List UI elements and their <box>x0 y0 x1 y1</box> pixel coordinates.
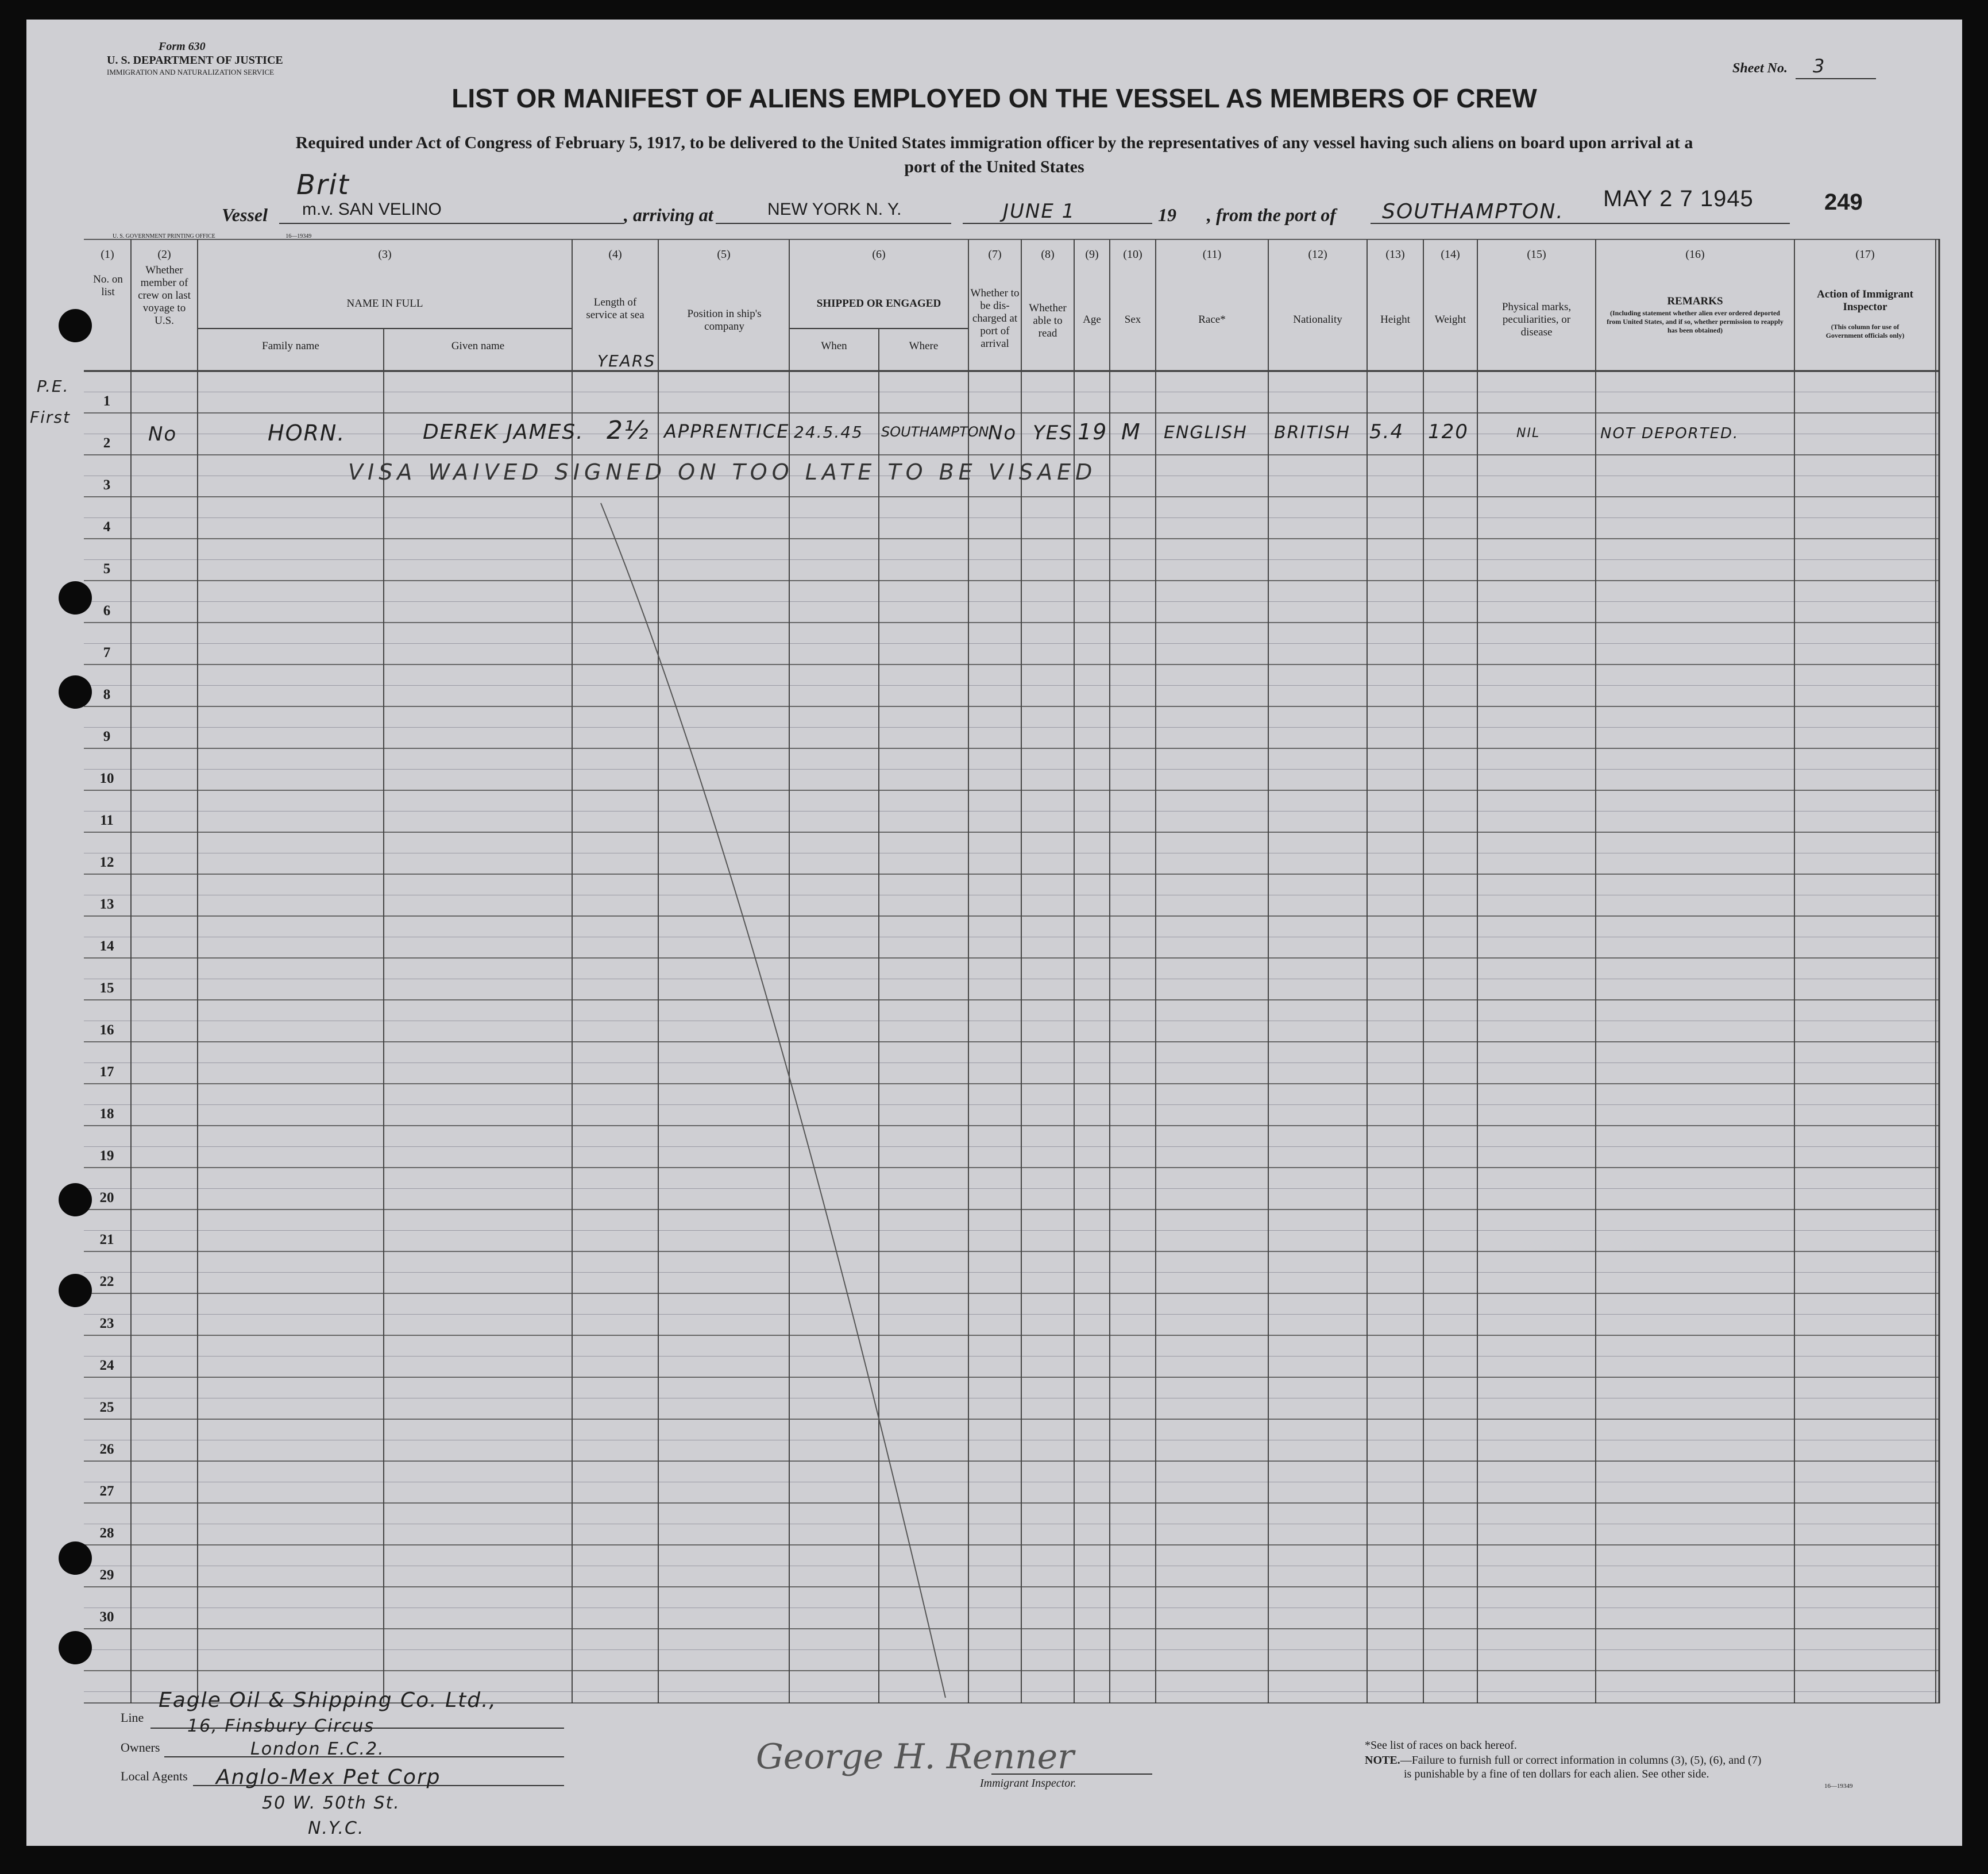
col-num-5: (5) <box>717 248 731 261</box>
binder-hole <box>59 675 92 709</box>
note-text-2: is punishable by a fine of ten dollars for each alien. See other side. <box>1404 1768 1709 1780</box>
row-number: 24 <box>99 1358 114 1373</box>
row-number: 17 <box>99 1064 114 1080</box>
col-num-7: (7) <box>988 248 1002 261</box>
row-number: 21 <box>99 1232 114 1247</box>
from-port-label: , from the port of <box>1207 204 1336 225</box>
entry-service-unit: YEARS <box>597 351 656 370</box>
entry-read: YES <box>1033 422 1073 445</box>
col-header-family-name: Family name <box>262 340 319 352</box>
col-header-action: Action of Immigrant Inspector <box>1817 288 1913 313</box>
year-prefix: 19 <box>1158 204 1176 225</box>
row-number: 16 <box>99 1022 114 1038</box>
entry-age: 19 <box>1078 419 1108 445</box>
row-number: 10 <box>99 771 114 786</box>
col-header-given-name: Given name <box>451 340 505 352</box>
binder-hole <box>59 1541 92 1575</box>
inspector-signature: George H. Renner <box>756 1737 1074 1777</box>
col-header-nationality: Nationality <box>1293 314 1342 326</box>
col-num-13: (13) <box>1385 248 1405 261</box>
row-number: 2 <box>103 435 111 451</box>
entry-given-name: DEREK JAMES. <box>423 420 584 444</box>
col-num-3: (3) <box>378 248 392 261</box>
col-num-10: (10) <box>1123 248 1142 261</box>
col-num-6: (6) <box>872 248 886 261</box>
col-header-able-to-read: Whether able to read <box>1029 302 1067 339</box>
col-num-12: (12) <box>1308 248 1327 261</box>
sheet-label: Sheet No. <box>1732 61 1788 76</box>
col-num-17: (17) <box>1855 248 1875 261</box>
col-header-remarks-note: (Including statement whether alien ever ordered deported from United States, and if so, whether permission to reapply has been obtained) <box>1607 309 1784 334</box>
manifest-table <box>84 239 1962 1703</box>
col-header-physical-marks: Physical marks, peculiarities, or disease <box>1501 301 1572 338</box>
row-number: 20 <box>99 1190 114 1205</box>
row-number: 23 <box>99 1316 114 1331</box>
row-number: 15 <box>99 980 114 996</box>
col-header-name-in-full: NAME IN FULL <box>346 297 423 310</box>
row-number: 27 <box>99 1483 114 1499</box>
col-header-last-voyage: Whether member of crew on last voyage to U.S. <box>138 264 191 327</box>
row-number: 19 <box>99 1148 114 1164</box>
col-header-length-of-service: Length of service at sea <box>586 296 644 321</box>
col-header-race: Race* <box>1198 314 1226 326</box>
entry-shipped-when: 24.5.45 <box>794 423 863 442</box>
printer-code: 16—19349 <box>285 233 312 239</box>
footer-owners-label: Owners <box>121 1740 160 1755</box>
entry-sex: M <box>1121 419 1141 445</box>
footer-agents-label: Local Agents <box>121 1769 188 1783</box>
col-header-where: Where <box>909 340 939 352</box>
col-header-remarks: REMARKS <box>1667 295 1723 307</box>
row-number: 18 <box>99 1106 114 1122</box>
entry-position: APPRENTICE <box>664 420 790 442</box>
inspector-signature-line <box>991 1773 1152 1775</box>
table-grid <box>84 239 1962 1703</box>
visa-waived-annotation: VISA WAIVED SIGNED ON TOO LATE TO BE VISAED <box>348 459 1097 485</box>
row-number: 4 <box>103 519 111 535</box>
vessel-name: m.v. SAN VELINO <box>302 200 442 219</box>
row-number: 14 <box>99 938 114 954</box>
binder-hole <box>59 1631 92 1664</box>
footer-agents-city: N.Y.C. <box>308 1818 365 1838</box>
row-number: 30 <box>99 1609 114 1625</box>
note-races: *See list of races on back hereof. <box>1365 1739 1517 1752</box>
note-text-1: —Failure to furnish full or correct information in columns (3), (5), (6), and (7) <box>1400 1754 1762 1767</box>
col-num-9: (9) <box>1085 248 1099 261</box>
col-header-position: Position in ship's company <box>687 308 762 333</box>
row-number: 5 <box>103 561 111 577</box>
col-num-16: (16) <box>1685 248 1705 261</box>
row-number: 8 <box>103 687 111 702</box>
row-number: 12 <box>99 855 114 870</box>
row-number: 29 <box>99 1567 114 1583</box>
binder-hole <box>59 309 92 342</box>
col-header-sex: Sex <box>1124 314 1141 326</box>
col-header-when: When <box>821 340 847 352</box>
margin-note-pe: P.E. <box>37 377 70 396</box>
inspector-label: Immigrant Inspector. <box>980 1777 1076 1790</box>
margin-note-first: First <box>30 408 71 427</box>
col-header-height: Height <box>1380 314 1410 326</box>
entry-physical-marks: NIL <box>1516 426 1541 441</box>
arrival-date: JUNE 1 <box>1003 200 1076 223</box>
received-stamp-date: MAY 2 7 1945 <box>1603 186 1754 211</box>
arriving-port: NEW YORK N. Y. <box>767 200 902 219</box>
entry-race: ENGLISH <box>1164 423 1248 443</box>
binder-hole <box>59 581 92 615</box>
note-label: NOTE. <box>1365 1754 1400 1767</box>
from-port: SOUTHAMPTON. <box>1382 200 1564 223</box>
entry-height: 5.4 <box>1369 420 1404 443</box>
bottom-code: 16—19349 <box>1824 1783 1853 1790</box>
sheet-number-field <box>1796 55 1876 79</box>
row-number: 9 <box>103 729 111 744</box>
col-header-shipped: SHIPPED OR ENGAGED <box>816 297 941 310</box>
vessel-label: Vessel <box>222 204 268 225</box>
binder-hole <box>59 1183 92 1216</box>
row-number: 1 <box>103 393 111 409</box>
footer-line-label: Line <box>121 1710 144 1725</box>
entry-family-name: HORN. <box>268 420 346 446</box>
col-num-14: (14) <box>1441 248 1460 261</box>
col-header-no: No. on list <box>93 273 123 298</box>
footer-agents-address: 50 W. 50th St. <box>262 1793 400 1813</box>
col-num-11: (11) <box>1202 248 1222 261</box>
col-header-age: Age <box>1083 314 1101 326</box>
row-number: 25 <box>99 1400 114 1415</box>
form-subtitle-1: Required under Act of Congress of February 5, 1917, to be delivered to the United States immigration officer by the representatives of any vessel having such aliens on board upon arrival at a <box>295 133 1693 152</box>
footer-line-address-2: London E.C.2. <box>250 1739 385 1759</box>
row-number: 11 <box>100 813 114 828</box>
row-number: 22 <box>99 1274 114 1289</box>
col-num-2: (2) <box>157 248 171 261</box>
row-number: 3 <box>103 477 111 493</box>
row-number: 13 <box>99 897 114 912</box>
form-number: Form 630 <box>159 40 206 53</box>
row-number: 28 <box>99 1525 114 1541</box>
col-header-action-note: (This column for use of Government officials only) <box>1825 323 1905 339</box>
col-num-1: (1) <box>101 248 114 261</box>
row-number: 6 <box>103 603 111 619</box>
entry-remarks: NOT DEPORTED. <box>1600 425 1739 442</box>
stamp-number: 249 <box>1824 190 1863 215</box>
printer-office: U. S. GOVERNMENT PRINTING OFFICE <box>113 233 215 239</box>
col-header-discharged: Whether to be dis-charged at port of arrival <box>970 287 1020 350</box>
entry-discharged: No <box>988 422 1017 445</box>
footer-line-address-1: 16, Finsbury Circus <box>187 1716 375 1736</box>
arriving-field <box>716 200 951 224</box>
entry-nationality: BRITISH <box>1274 423 1351 443</box>
inspector-pen-stroke <box>601 503 945 1698</box>
footer-line-company: Eagle Oil & Shipping Co. Ltd., <box>159 1688 497 1712</box>
entry-weight: 120 <box>1428 420 1469 443</box>
sheet-number: 3 <box>1813 55 1826 77</box>
col-num-15: (15) <box>1527 248 1546 261</box>
manifest-sheet <box>26 20 1962 1846</box>
col-num-8: (8) <box>1041 248 1055 261</box>
row-number: 7 <box>103 645 111 660</box>
form-subtitle-2: port of the United States <box>904 157 1084 176</box>
service-name: IMMIGRATION AND NATURALIZATION SERVICE <box>107 68 275 76</box>
arrival-date-field <box>963 200 1152 224</box>
form-title: LIST OR MANIFEST OF ALIENS EMPLOYED ON THE VESSEL AS MEMBERS OF CREW <box>451 83 1537 113</box>
department-name: U. S. DEPARTMENT OF JUSTICE <box>107 54 283 67</box>
entry-last-voyage: No <box>148 423 177 446</box>
arriving-label: , arriving at <box>624 204 713 225</box>
col-num-4: (4) <box>608 248 622 261</box>
entry-shipped-where: SOUTHAMPTON <box>881 424 989 440</box>
row-number: 26 <box>99 1442 114 1457</box>
col-header-weight: Weight <box>1434 314 1466 326</box>
binder-hole <box>59 1274 92 1307</box>
footer-note <box>1365 1754 1761 1767</box>
footer-agents-company: Anglo-Mex Pet Corp <box>216 1765 441 1789</box>
vessel-nationality-note: Brit <box>296 169 350 201</box>
vessel-name-field <box>279 200 624 224</box>
entry-service: 2½ <box>607 416 650 445</box>
